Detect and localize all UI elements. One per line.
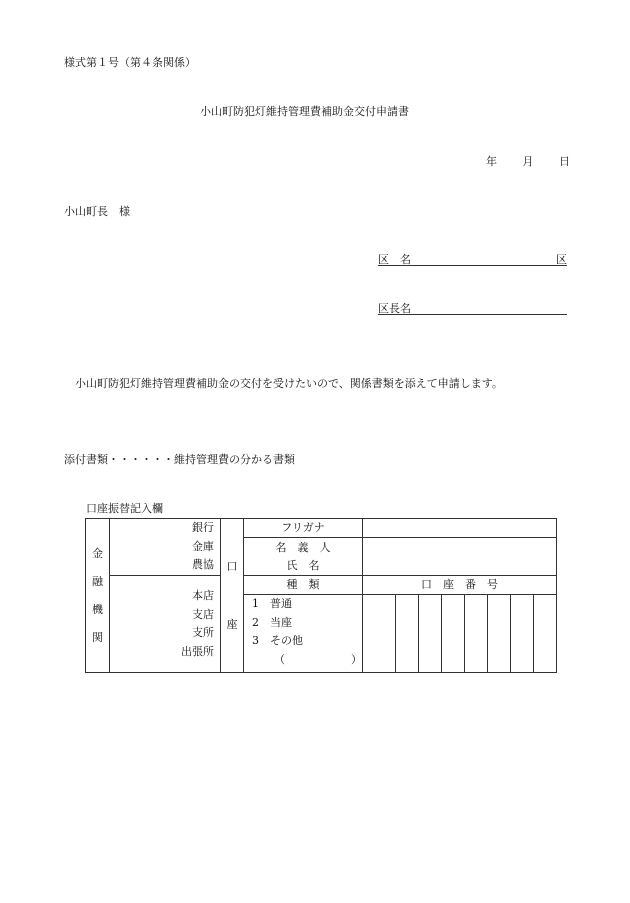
addressee: 小山町長 様 <box>64 205 130 218</box>
district-head-label: 区長名 <box>378 302 411 315</box>
document-title: 小山町防犯灯維持管理費補助金交付申請書 <box>200 105 409 118</box>
form-number: 様式第１号（第４条関係） <box>64 56 196 69</box>
district-head-field[interactable] <box>378 300 567 315</box>
type-option-ordinary[interactable]: 1 普通 <box>252 597 292 610</box>
account-transfer-table <box>85 518 557 673</box>
branch-type-office: 支所 <box>192 626 214 639</box>
bank-type-bank: 銀行 <box>192 521 214 535</box>
account-digit-2[interactable] <box>419 595 442 673</box>
institution-char-4: 関 <box>92 630 103 644</box>
account-digit-5[interactable] <box>488 595 511 673</box>
type-options-cell[interactable] <box>244 595 363 673</box>
furigana-input[interactable] <box>363 519 557 538</box>
account-number-spacer <box>363 595 396 673</box>
branch-type-cell[interactable] <box>110 576 221 673</box>
furigana-label: フリガナ <box>244 519 363 538</box>
holder-label-cell <box>244 538 363 576</box>
district-label: 区 名 <box>378 253 411 266</box>
institution-char-2: 融 <box>92 574 103 588</box>
bank-type-agri: 農協 <box>192 558 214 572</box>
date-day: 日 <box>559 155 570 168</box>
account-digit-1[interactable] <box>396 595 419 673</box>
type-option-other[interactable]: 3 その他 <box>252 634 303 647</box>
account-digit-6[interactable] <box>511 595 534 673</box>
institution-char-3: 機 <box>92 602 103 616</box>
type-option-current[interactable]: 2 当座 <box>252 615 292 629</box>
bank-type-cell[interactable] <box>110 519 221 576</box>
bank-type-shinkin: 金庫 <box>192 539 214 553</box>
date-line <box>486 153 570 169</box>
account-label-cell <box>221 519 244 673</box>
account-digit-4[interactable] <box>465 595 488 673</box>
date-year: 年 <box>486 155 497 168</box>
date-month: 月 <box>522 155 534 168</box>
institution-label-cell <box>86 519 110 673</box>
type-other-paren[interactable]: （ ） <box>274 652 362 666</box>
account-char-2: 座 <box>226 617 238 631</box>
type-header: 種 類 <box>244 576 363 595</box>
branch-type-main: 本店 <box>192 589 214 602</box>
account-char-1: 口 <box>226 559 238 573</box>
account-section-title: 口座振替記入欄 <box>86 502 163 515</box>
attachments-line: 添付書類・・・・・・維持管理費の分かる書類 <box>64 453 295 466</box>
district-suffix: 区 <box>556 253 567 266</box>
district-name-field[interactable] <box>378 251 567 266</box>
holder-name-input[interactable] <box>363 538 557 576</box>
account-digit-7[interactable] <box>534 595 557 673</box>
application-statement: 小山町防犯灯維持管理費補助金の交付を受けたいので、関係書類を添えて申請します。 <box>75 377 503 390</box>
holder-name-label: 氏 名 <box>286 558 320 572</box>
holder-label: 名 義 人 <box>275 540 331 554</box>
branch-type-sub: 出張所 <box>181 644 214 658</box>
number-header: 口 座 番 号 <box>363 576 557 595</box>
institution-char-1: 金 <box>92 546 103 560</box>
branch-type-branch: 支店 <box>192 607 214 621</box>
account-digit-3[interactable] <box>442 595 465 673</box>
